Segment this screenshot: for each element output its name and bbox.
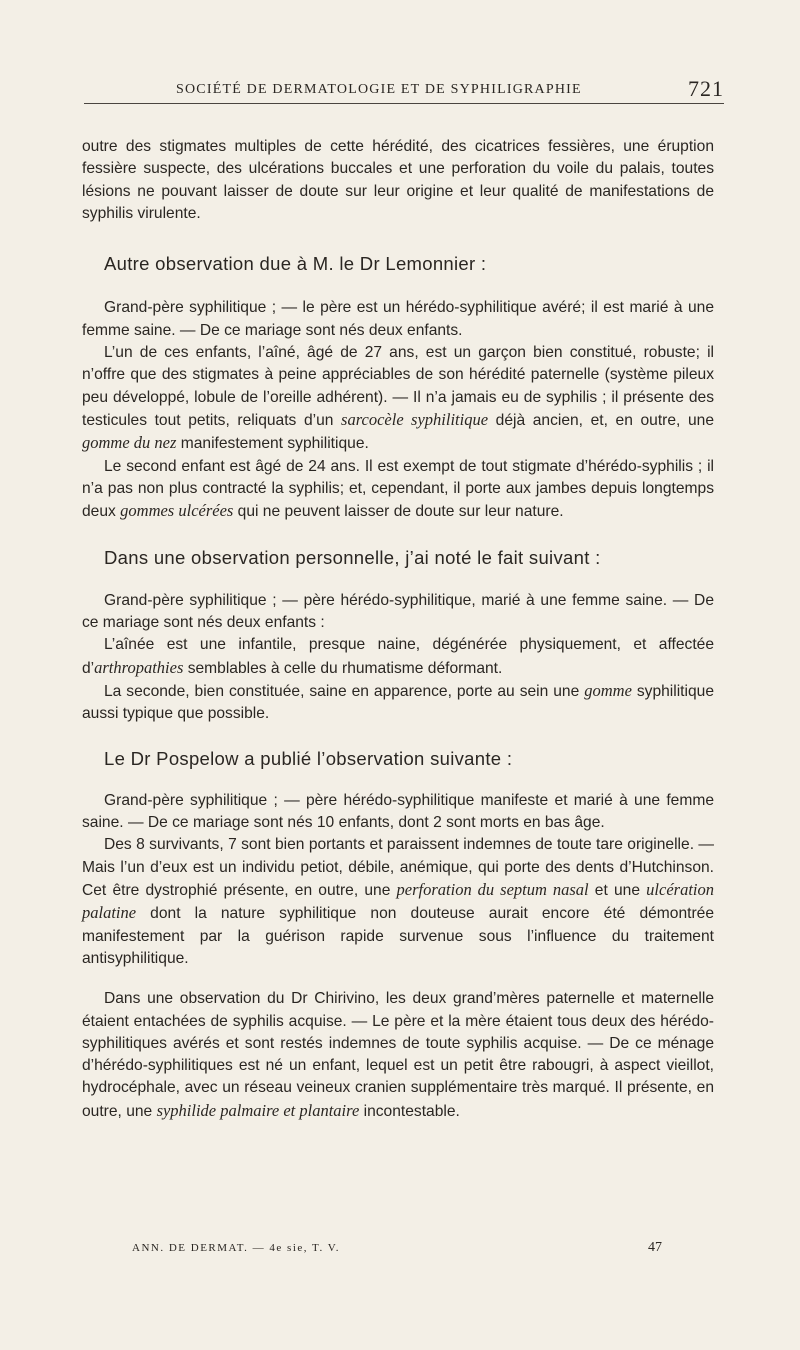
paragraph-10: Dans une observation du Dr Chirivino, les deux grand’mères paternelle et maternelle étaient entachées de syphilis acquise. — Le père et la mère étaient tous deux des hérédo-syphilitiques avérés et sont restés indemnes de toute syphilis acquise. — De ce ménage d’hérédo-syphilitiques est né un enfant, lequel est un petit être rabougri, à aspect vieillot, hydrocéphale, avec un réseau veineux cranien supplémentaire très marqué. Il présente, en outre, une syphilide palmaire et plantaire incontestable. [82, 990, 714, 1120]
heading-pospelow: Le Dr Pospelow a publié l’observation suivante : [104, 747, 513, 769]
italic-term: gommes ulcérées [120, 501, 234, 521]
signature-mark: ANN. DE DERMAT. — 4e sie, T. V. [132, 1242, 341, 1254]
paragraph-4: Le second enfant est âgé de 24 ans. Il est exempt de tout stigmate d’hérédo-syphilis ; il n’a pas non plus contracté la syphilis; et, cependant, il porte aux jambes depuis longtemps deux gommes ulcérées qui ne peuvent laisser de doute sur leur nature. [82, 457, 714, 521]
sheet-number: 47 [648, 1240, 662, 1255]
page-footer [132, 1240, 662, 1260]
paragraph-2: Grand-père syphilitique ; — le père est un hérédo-syphilitique avéré; il est marié à une femme saine. — De ce mariage sont nés deux enfants. [82, 299, 714, 339]
italic-term: arthropathies [94, 657, 184, 677]
italic-term: perforation du septum nasal [396, 880, 589, 900]
paragraph-6: L’aînée est une infantile, presque naine, dégénérée physiquement, et affectée d’arthropathies semblables à celle du rhumatisme déformant. [82, 636, 714, 677]
paragraph-9: Des 8 survivants, 7 sont bien portants et paraissent indemnes de toute tare originelle. — Mais l’un d’eux est un individu petiot, débile, anémique, qui porte des dents d’Hutchinson. Cet être dystrophié présente, en outre, une perforation du septum nasal et une ulcération palatine dont la nature syphilitique non douteuse aurait encore été démontrée manifestement par la guérison rapide survenue sous l’influence du traitement antisyphilitique. [82, 836, 714, 967]
italic-term: gomme du nez [82, 433, 177, 453]
body-text [82, 136, 714, 1123]
italic-term: gomme [584, 680, 632, 700]
paragraph-1: outre des stigmates multiples de cette hérédité, des cicatrices fessières, une éruption fessière suspecte, des ulcérations buccales et une perforation du voile du palais, toutes lésions ne pouvant laisser de doute sur leur origine et leur qualité de manifestations de syphilis virulente. [82, 138, 714, 222]
running-title: SOCIÉTÉ DE DERMATOLOGIE ET DE SYPHILIGRAPHIE [176, 82, 582, 97]
paragraph-5: Grand-père syphilitique ; — père hérédo-syphilitique, marié à une femme saine. — De ce mariage sont nés deux enfants : [82, 591, 714, 632]
running-header [84, 76, 728, 100]
italic-term: syphilide palmaire et plantaire [156, 1100, 360, 1120]
heading-lemonnier: Autre observation due à M. le Dr Lemonnier : [104, 253, 487, 275]
page-number: 721 [688, 76, 724, 101]
paragraph-3: L’un de ces enfants, l’aîné, âgé de 27 ans, est un garçon bien constitué, robuste; il n’offre que des stigmates à peine appréciables de son hérédité paternelle (système pileux peu développé, lobule de l’oreille adhérent). — Il n’a jamais eu de syphilis ; il présente des testicules tout petits, reliquats d’un sarcocèle syphilitique déjà ancien, et, en outre, une gomme du nez manifestement syphilitique. [82, 344, 714, 453]
heading-personal-observation: Dans une observation personnelle, j’ai noté le fait suivant : [104, 547, 601, 569]
italic-term: sarcocèle syphilitique [341, 409, 489, 429]
paragraph-7: La seconde, bien constituée, saine en apparence, porte au sein une gomme syphilitique aussi typique que possible. [82, 680, 714, 723]
header-rule [84, 103, 724, 104]
italic-term: ulcération palatine [82, 880, 714, 923]
paragraph-8: Grand-père syphilitique ; — père hérédo-syphilitique manifeste et marié à une femme saine. — De ce mariage sont nés 10 enfants, dont 2 sont morts en bas âge. [82, 791, 714, 832]
